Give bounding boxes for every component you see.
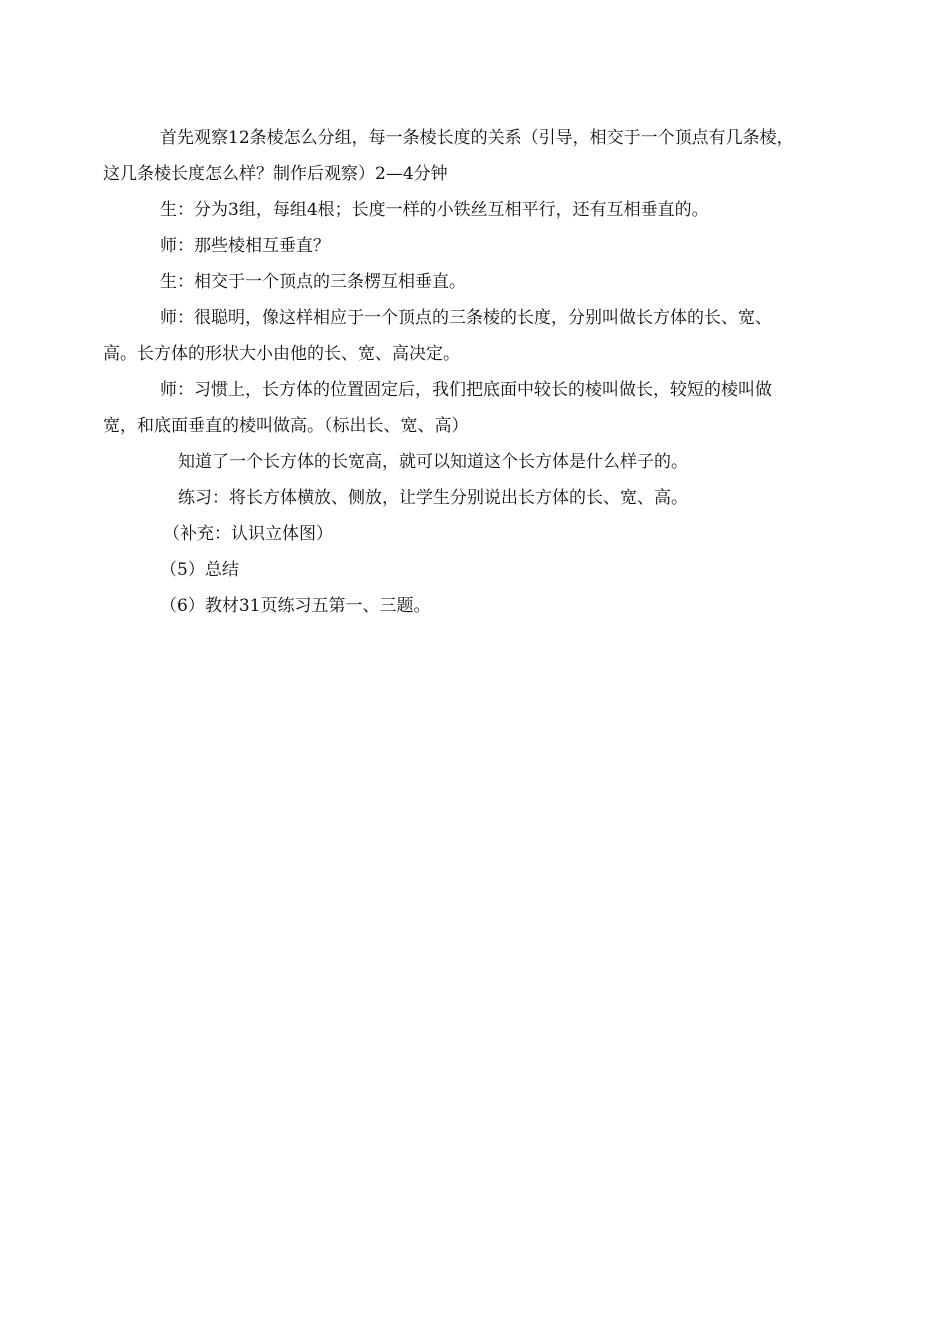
paragraph-know-dimensions: 知道了一个长方体的长宽高，就可以知道这个长方体是什么样子的。: [178, 452, 688, 472]
paragraph-teacher-question: 师：那些棱相互垂直？: [160, 236, 330, 256]
paragraph-textbook-exercise: （6）教材31页练习五第一、三题。: [160, 596, 431, 616]
paragraph-observe-edges: 首先观察12条棱怎么分组，每一条棱长度的关系（引导，相交于一个顶点有几条棱，这几条棱长度怎么样？制作后观察）2—4分钟: [103, 128, 794, 184]
paragraph-exercise: 练习：将长方体横放、侧放，让学生分别说出长方体的长、宽、高。: [178, 488, 688, 508]
paragraph-teacher-definition: 师：很聪明，像这样相应于一个顶点的三条棱的长度，分别叫做长方体的长、宽、高。长方体的形状大小由他的长、宽、高决定。: [103, 308, 772, 364]
paragraph-supplement: （补充：认识立体图）: [163, 524, 333, 544]
paragraph-summary: （5）总结: [160, 560, 239, 580]
paragraph-student-answer-perpendicular: 生：相交于一个顶点的三条楞互相垂直。: [160, 272, 466, 292]
document-body: [103, 120, 803, 624]
paragraph-student-answer-groups: 生：分为3组，每组4根；长度一样的小铁丝互相平行，还有互相垂直的。: [160, 200, 709, 220]
paragraph-teacher-convention: 师：习惯上，长方体的位置固定后，我们把底面中较长的棱叫做长，较短的棱叫做宽，和底面垂直的棱叫做高。（标出长、宽、高）: [103, 380, 772, 436]
